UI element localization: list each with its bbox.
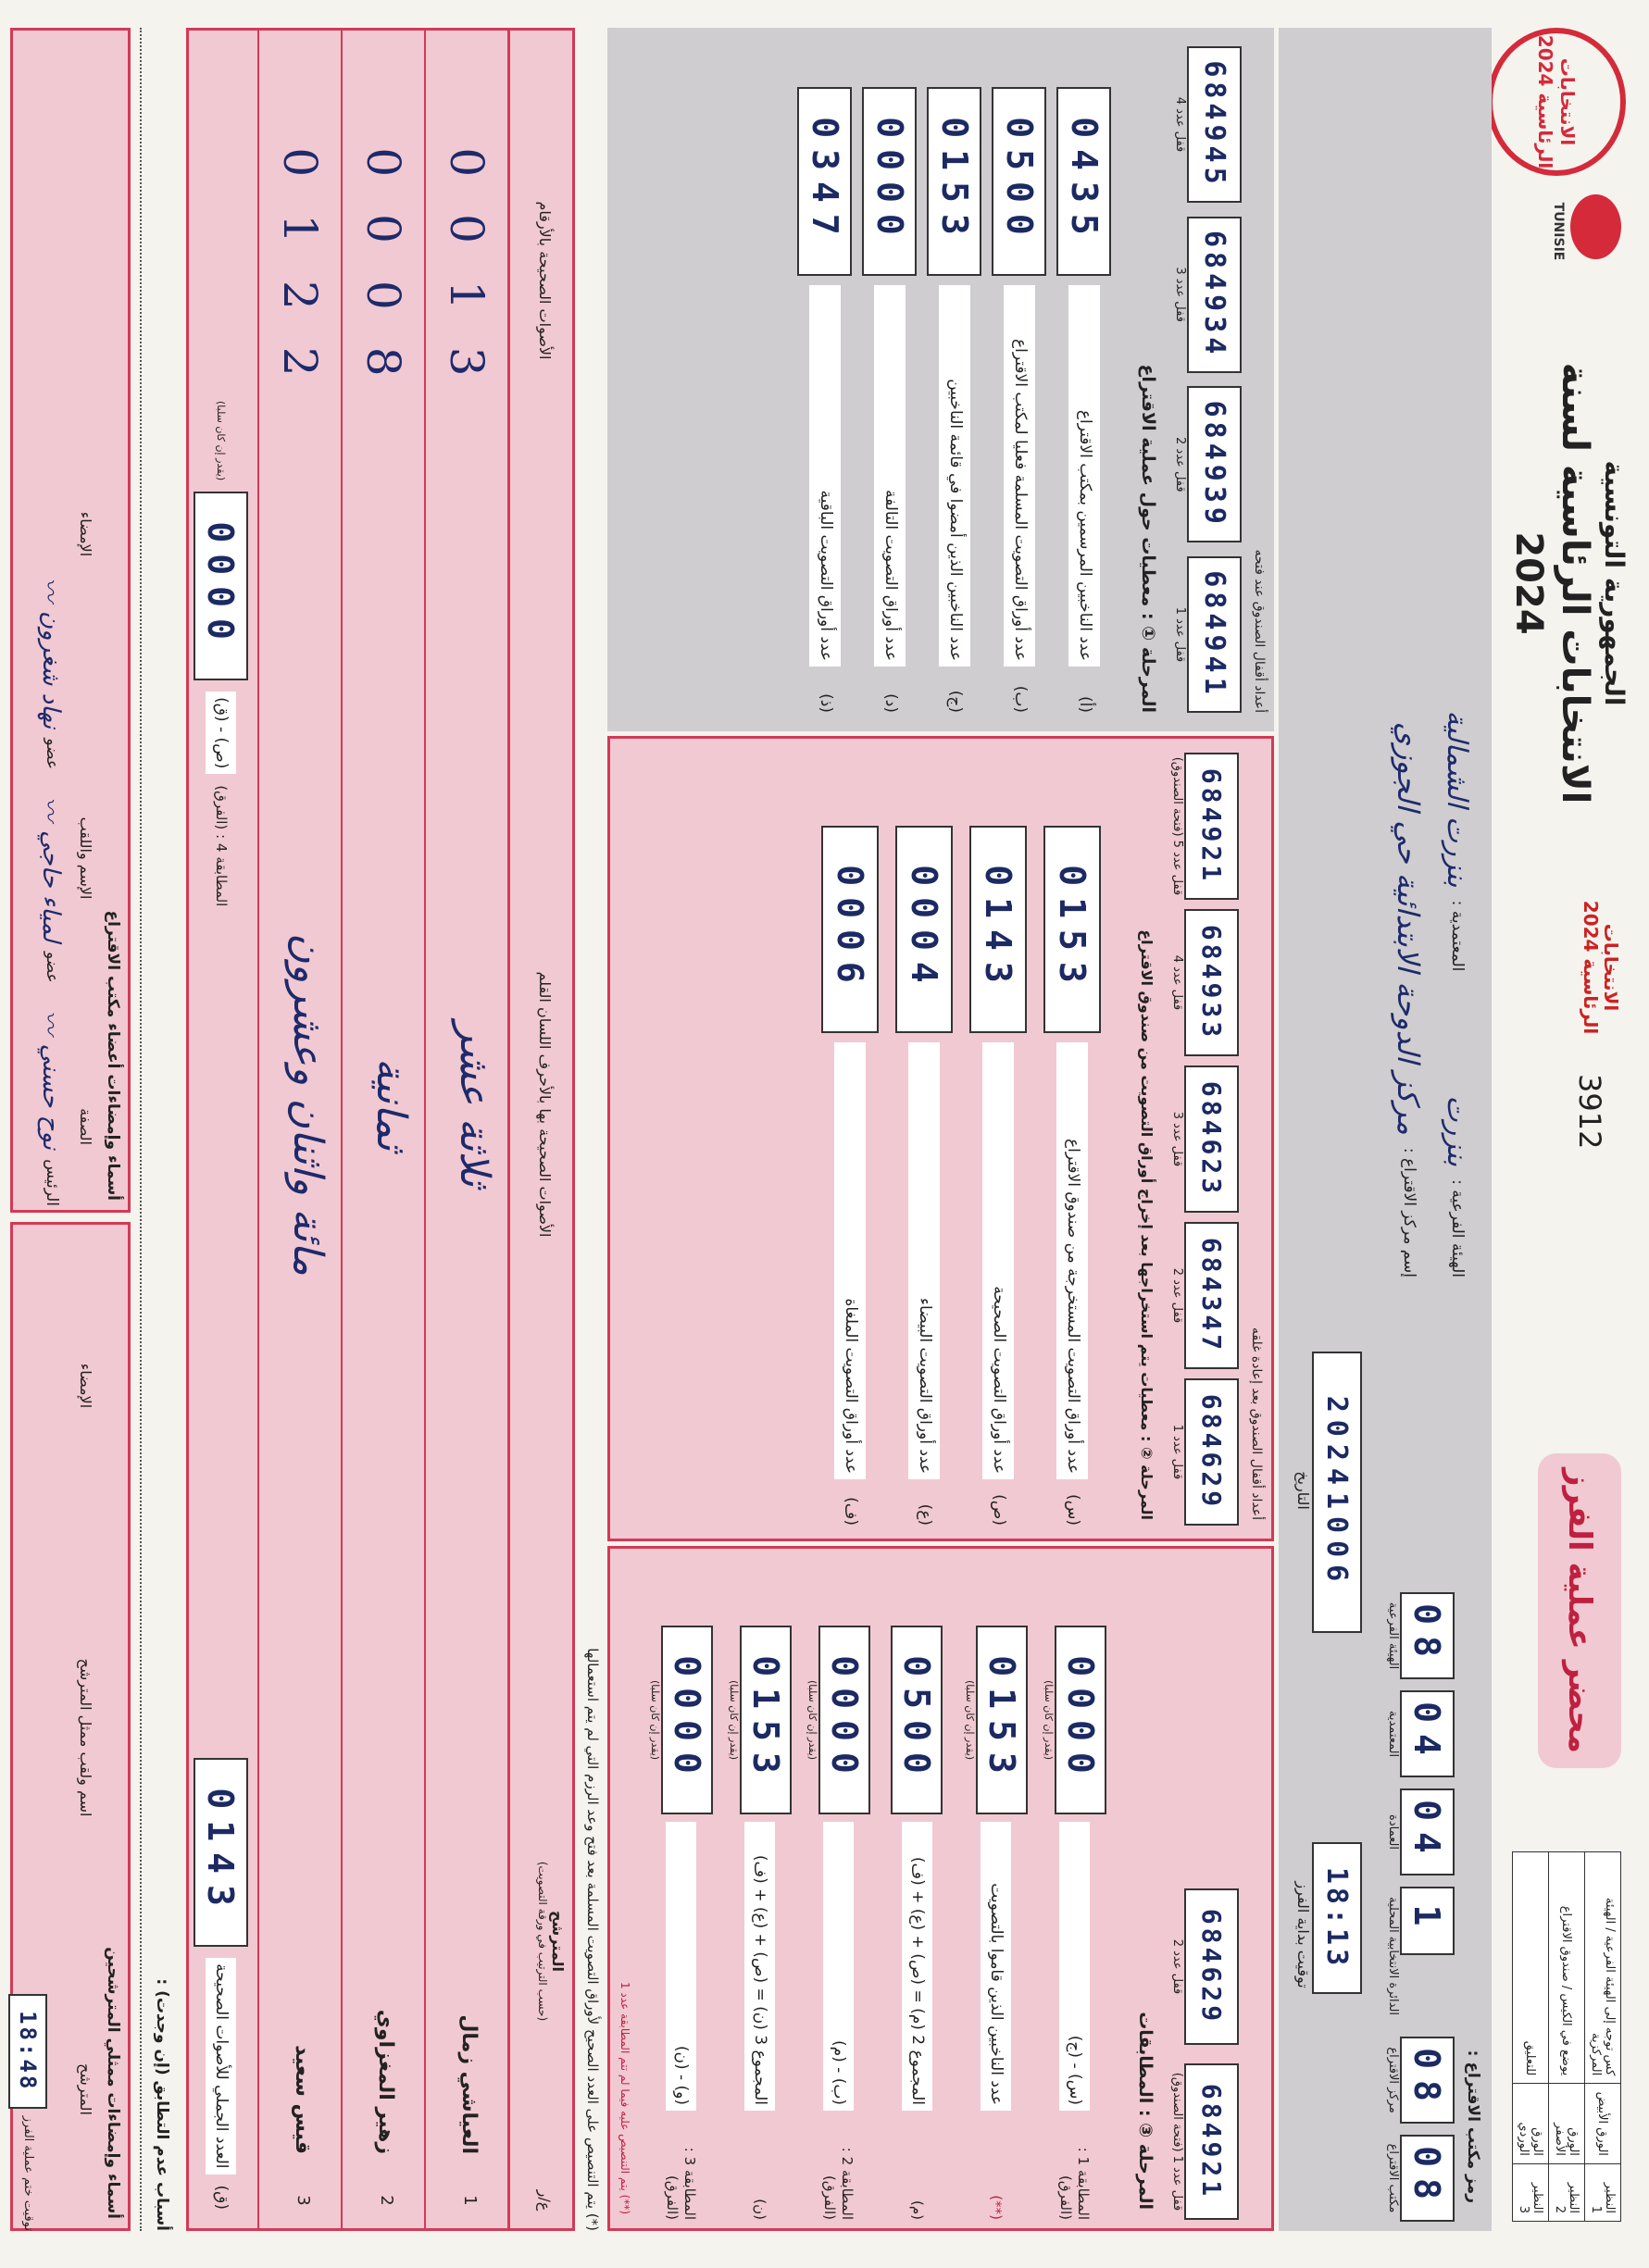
staff-member: الرئيس نوح حسني 〰 — [34, 1011, 69, 1206]
date-field: 20241006 التاريخ — [1294, 1352, 1362, 1629]
election-title — [1505, 305, 1630, 861]
phase1-rows — [793, 46, 1117, 713]
copies-table — [1512, 1851, 1621, 2222]
office-info-band: رمز مكتب الاقتراع : 08 مكتب الاقتراع 08 مركز الاقتراع 1 الدائرة الانتخابية المحلية 04 العمادة 04 المعتمدية 08 الهيئة الفرعية 20241006 التاريخ 18:13 توقيت بداية الفرز الهيئة الفرعية : بنزرت المعتمدية : بنزرت الشمالية إسم مركز الاقتراع : مركز الدوحة الابتدائية حي الجوزي — [1279, 28, 1492, 2231]
lock-5: 684921 قفل عدد 5 (فتحة الصندوق) — [1170, 753, 1239, 900]
phase3-note: (**) يتم التنصيص عليه فيما لم تتم المطابقة عدد 1 — [618, 1981, 631, 2214]
table-row: 1 العياشي زمال ثلاثة عشر 0013 — [424, 31, 507, 2228]
lock-2: 684347 قفل عدد 2 — [1170, 1222, 1239, 1369]
list-item: (ع) عدد أوراق التصويت البيضاء 0004 — [887, 757, 961, 1526]
code-imada: 04 العمادة — [1371, 1788, 1455, 1875]
title-badge — [1538, 1453, 1621, 1768]
election-logo: الانتخابات الرئاسية 2024 — [1580, 900, 1622, 1035]
address-block: الهيئة الفرعية : بنزرت المعتمدية : بنزرت الشمالية إسم مركز الاقتراع : مركز الدوحة الابتدائية حي الجوزي — [1391, 710, 1473, 1277]
code-circuit: 1 الدائرة الانتخابية المحلية — [1371, 1887, 1455, 2025]
phase2-title: المرحلة ② : معطيات يتم استخراجها بعد إخراج أوراق التصويت من صندوق الاقتراع — [1138, 929, 1156, 1520]
phase1-section: أعداد أقفال الصندوق عند فتحه 684941 قفل عدد 1 684939 قفل عدد 2 684934 قفل عدد 3 684945 قفل عدد 4 المرحلة ① : معطيات حول عملية الاقتراع (أ) عدد الناخبين المرسمين بمكتب الاقتراع 0435 (ب) عدد أوراق التصويت المسلمة فعليا لمكتب الاقتراع 0500 (ج) عدد الناخبين الذين أمضوا في قائمة الناخبين 0153 (د) عدد أوراق التصويت التالفة 0000 (ذ) عدد أوراق التصويت الباقية 0347 — [607, 28, 1274, 731]
end-time-block: توقيت ختم عملية الفرز 18:48 — [8, 1981, 47, 2231]
isie-logo: TUNISIE — [1551, 202, 1566, 261]
lock-3: 684934 قفل عدد 3 — [1173, 217, 1242, 373]
signature-scribble: 〰 — [35, 797, 63, 822]
match4: المطابقة 4 : (الفرق) (ص) - (ق) 0000 (يقدر إن كان سلبا) — [194, 401, 248, 906]
lock-2: 684939 قفل عدد 2 — [1173, 386, 1242, 542]
title-badge-text: محضر عملية الفرز — [1561, 1468, 1598, 1753]
reasons-field[interactable]: أسباب عدم التطابق (إن وجدت) : — [140, 28, 177, 2231]
code-office: 08 مكتب الاقتراع — [1371, 2135, 1455, 2222]
start-time-field: 18:13 توقيت بداية الفرز — [1294, 1842, 1362, 2027]
staff-list — [34, 40, 69, 1206]
staff-member: عضو لمياء حاجي 〰 — [34, 797, 69, 983]
staff-section: أسماء وإمضاءات أعضاء مكتب الاقتراع الصفة الإسم واللقب الإمضاء الرئيس نوح حسني 〰 عضو لمياء حاجي 〰 عضو نهاد شغرون 〰 — [10, 28, 131, 1213]
candidates-section — [186, 28, 575, 2231]
list-item: (ج) عدد الناخبين الذين أمضوا في قائمة الناخبين 0153 — [922, 46, 987, 713]
list-item: (س) عدد أوراق التصويت المستخرجة من صندوق الاقتراع 0153 — [1035, 757, 1109, 1526]
lock-2: 684629 قفل عدد 2 — [1170, 1888, 1239, 2045]
list-item: (د) عدد أوراق التصويت التالفة 0000 — [857, 46, 922, 713]
list-item: (ص) عدد أوراق التصويت الصحيحة 0143 — [961, 757, 1035, 1526]
center-value: مركز الدوحة الابتدائية حي الجوزي — [1391, 721, 1426, 1135]
list-item: (أ) عدد الناخبين المرسمين بمكتب الاقتراع 0435 — [1052, 46, 1117, 713]
phase3-section — [607, 1546, 1274, 2231]
list-item: المطابقة 2 : (الفرق) (ب) - (م) 0000 (يقدر إن كان سلبا) — [799, 1563, 878, 2220]
list-item: (ب) عدد أوراق التصويت المسلمة فعليا لمكتب الاقتراع 0500 — [987, 46, 1052, 713]
phase2-locks — [1170, 753, 1239, 1526]
list-item: المطابقة 3 : (الفرق) (و) - (ن) 0000 (يقدر إن كان سلبا) — [642, 1563, 720, 2220]
phase3-rows — [642, 1563, 1114, 2220]
phase2-section: أعداد أقفال الصندوق بعد إعادة غلقه 684629 قفل عدد 1 684347 قفل عدد 2 684623 قفل عدد 3 684933 قفل عدد 4 684921 قفل عدد 5 (فتحة الصندوق) المرحلة ② : معطيات يتم استخراجها بعد إخراج أوراق التصويت من صندوق الاقتراع (س) عدد أوراق التصويت المستخرجة من صندوق الاقتراع 0153 (ص) عدد أوراق التصويت الصحيحة 0143 (ع) عدد أوراق التصويت البيضاء 0004 (ف) عدد أوراق التصويت الملغاة 0006 — [607, 736, 1274, 1541]
office-codes — [1371, 1352, 1455, 2222]
received-ballots-note: (*) يتم التنصيص على العدد الصحيح لأوراق التصويت المسلمة بعد فتح وعد الرزم التي لم يتم استعمالها — [584, 1648, 601, 2231]
list-item: المطابقة 1 : (الفرق) (س) - (ج) 0000 (يقدر إن كان سلبا) — [1035, 1563, 1114, 2220]
table-row: 3 قيس سعيد مائة واثنان وعشرون 0122 — [257, 31, 341, 2228]
form-title: الانتخابات الرئاسية لسنة 2024 — [1507, 362, 1596, 804]
phase3-locks — [1170, 1563, 1239, 2220]
phase1-locks — [1173, 46, 1242, 713]
signature-scribble: 〰 — [35, 1010, 63, 1035]
signature-scribble: 〰 — [35, 578, 63, 603]
list-item: (ن) المجموع 3 (ن) = (ص) + (ع) + (ف) 0153 (يقدر إن كان سلبا) — [720, 1563, 799, 2220]
lock-1: 684941 قفل عدد 1 — [1173, 556, 1242, 713]
code-sub-authority: 08 الهيئة الفرعية — [1371, 1592, 1455, 1679]
list-item: (م) المجموع 2 (م) = (ص) + (ع) + (ف) 0500 — [878, 1563, 956, 2220]
phase2-rows — [813, 757, 1109, 1526]
list-item: (**) عدد الناخبين الذين قاموا بالتصويت 0153 (يقدر إن كان سلبا) — [956, 1563, 1035, 2220]
code-center: 08 مركز الاقتراع — [1371, 2037, 1455, 2124]
table-row: يوضع في الكيس / صندوق الاقتراع الورق الأصفر النظير 2 — [1549, 1852, 1585, 2222]
form-number: 3912 — [1572, 1074, 1607, 1150]
lock-4: 684933 قفل عدد 4 — [1170, 909, 1239, 1056]
republic-name: الجمهورية التونسية — [1599, 460, 1630, 706]
candidates-header: ع/ر المترشح (حسب الترتيب في ورقة التصويت) الأصوات الصحيحة بها بالأحرف اللسان القلم الأصوات الصحيحة بالأرقام — [507, 31, 572, 2228]
observers-section: أسماء وإمضاءات ممثلي المترشحين المترشح اسم ولقب ممثل المترشح الإمضاء — [10, 1222, 131, 2231]
lock-3: 684623 قفل عدد 3 — [1170, 1065, 1239, 1213]
list-item: (ف) عدد أوراق التصويت الملغاة 0006 — [813, 757, 887, 1526]
sub-authority-value: بنزرت — [1441, 1095, 1473, 1167]
delegation-value: بنزرت الشمالية — [1441, 710, 1473, 888]
code-delegation: 04 المعتمدية — [1371, 1690, 1455, 1777]
staff-member: عضو نهاد شغرون 〰 — [34, 578, 69, 769]
table-row: كس توجه إلى الهيئة الفرعية / الهيئة المركزية الورق الأبيض النظير 1 — [1585, 1852, 1621, 2222]
lock-4: 684945 قفل عدد 4 — [1173, 46, 1242, 203]
phase3-title: المرحلة ③ : المطابقات — [1135, 2012, 1156, 2210]
tunisia-flag-icon — [1570, 194, 1621, 259]
total-valid-votes: (ق) العدد الجملي للأصوات الصحيحة 0143 — [194, 1758, 248, 2210]
table-row: للتعليق الورق الوردي النظير 3 — [1513, 1852, 1549, 2222]
lock-1: 684629 قفل عدد 1 — [1170, 1378, 1239, 1526]
lock-1: 684921 قفل عدد 1 (فتحة الصندوق) — [1170, 2063, 1239, 2220]
list-item: (ذ) عدد أوراق التصويت الباقية 0347 — [793, 46, 857, 713]
stamp: الانتخابات الرئاسية 2024 — [1487, 28, 1626, 185]
phase1-title: المرحلة ① : معطيات حول عملية الاقتراع — [1138, 364, 1158, 713]
table-row: 2 زهير المغزاوي ثمانية 0008 — [341, 31, 424, 2228]
